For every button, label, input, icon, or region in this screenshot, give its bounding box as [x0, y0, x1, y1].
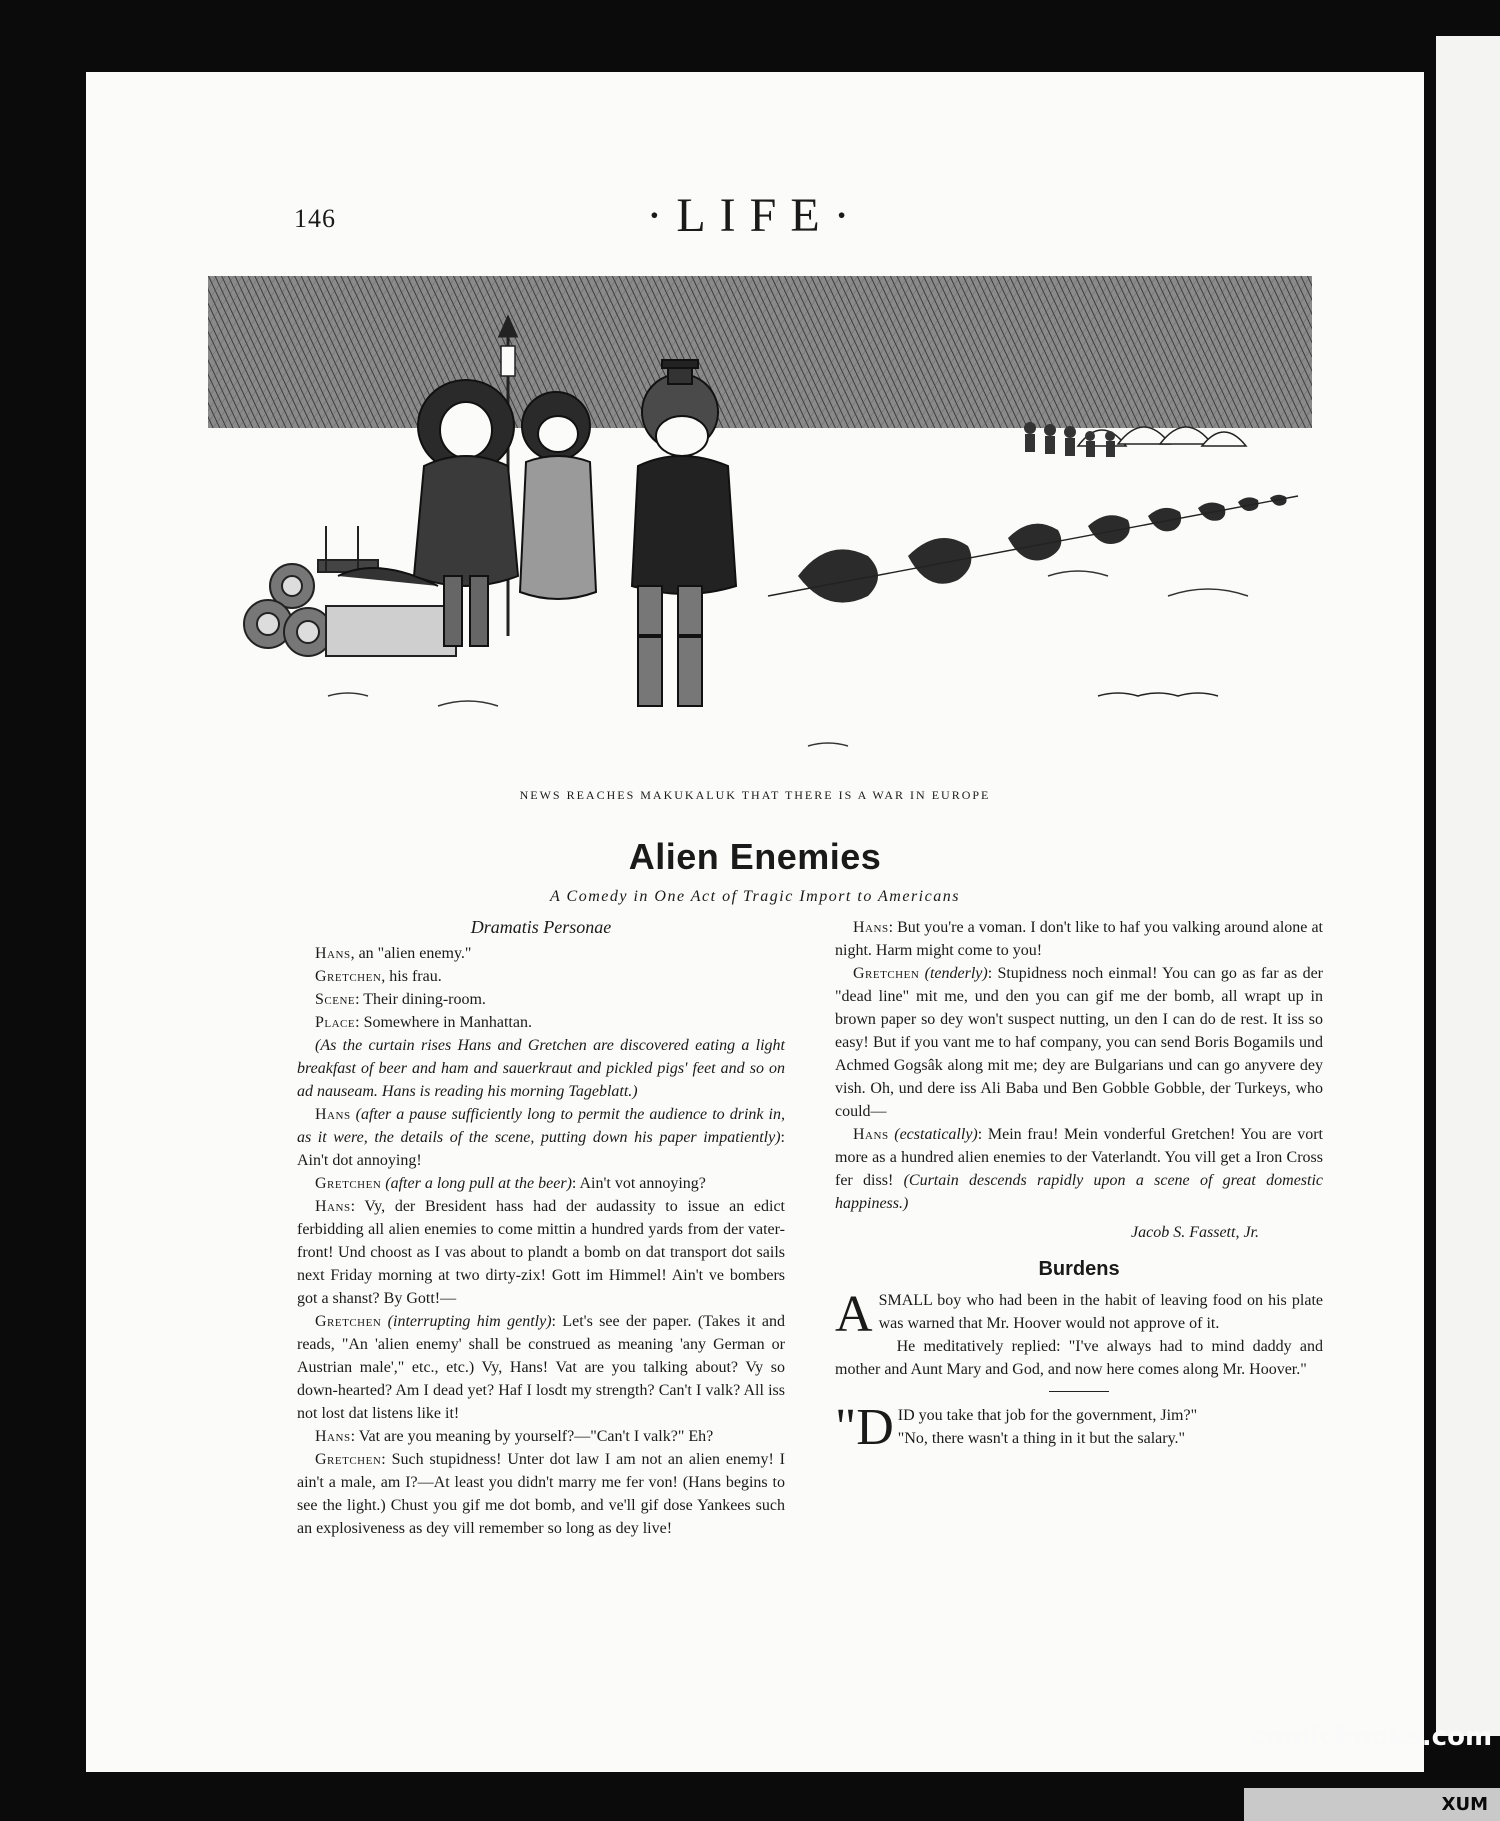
xum-tag: XUM [1244, 1788, 1500, 1821]
cast-list [297, 942, 785, 1034]
dialogue-line-continued: Gretchen: Such stupidness! Unter dot law I am not an alien enemy! I ain't a male, am I?—At least you didn't marry me fer von! (Hans begins to see the light.) Chust you gif me dot bomb, and ve'll gif dose Yankees such an explosiveness as dey vill remember so long as dey live! [297, 1451, 785, 1537]
magazine-page [86, 72, 1424, 1772]
stage-direction-opening: (As the curtain rises Hans and Gretchen are discovered eating a light breakfast of beer and ham and sauerkraut and pickled pigs' feet and so on ad nauseam. Hans is reading his morning Tageblatt.) [297, 1037, 785, 1100]
snow-ground-marks [328, 571, 1248, 746]
dialogue-line: Hans: Vat are you meaning by yourself?—"Can't I valk?" Eh? [315, 1428, 714, 1445]
dog-sled-team [768, 495, 1298, 603]
igloos [1078, 427, 1246, 446]
dialogue-line: Gretchen (tenderly): Stupidness noch einmal! You can go as far as der "dead line" mit me, und den you can gif me der bomb, all wrapt up in brown paper so dey won't suspect nutting, un den I can do de rest. It iss so easy! But if you vant me to haf company, you can send Boris Bogamils und Achmed Gogsâk along mit me; dey are Bulgarians und can go anyvere dey vish. Oh, und dere iss Ali Baba und Ben Gobble Gobble, der Turkeys, who could— [835, 965, 1324, 1120]
article-column-right [835, 916, 1324, 1456]
dialogue-line: Hans (after a pause sufficiently long to permit the audience to drink in, as it were, the details of the scene, putting down his paper impatiently): Ain't dot annoying! [297, 1106, 786, 1169]
article-byline: Jacob S. Fassett, Jr. [1131, 1224, 1259, 1241]
dialogue-line: Hans: Vy, der Bresident hass had der audassity to issue an edict ferbidding all alien enemies to come mittin a hundred yards from der vater-front! Und choost as I vas about to plandt a bomb on dat transport dot sails next Friday morning at two dirty-zix! Gott im Himmel! Ain't ve bombers got a shanst? By Gott!— [297, 1198, 785, 1307]
personae-heading: Dramatis Personae [470, 917, 612, 937]
masthead: ·LIFE· [646, 189, 864, 242]
burdens-title: Burdens [1038, 1258, 1120, 1280]
cast-entry: Place: Somewhere in Manhattan. [315, 1014, 532, 1031]
joke-dropcap: "D [835, 1399, 894, 1456]
next-page-edge [1436, 36, 1500, 1736]
artist-signature [1098, 693, 1218, 696]
dialogue-line: Hans: But you're a voman. I don't like to haf you valking around alone at night. Harm might come to you! [835, 919, 1323, 959]
illustration-caption: NEWS REACHES MAKUKALUK THAT THERE IS A WAR IN EUROPE [519, 788, 991, 802]
burdens-paragraph: ASMALL boy who had been in the habit of leaving food on his plate was warned that Mr. Hoover would not approve of it. [835, 1286, 1323, 1343]
article-column-left [297, 916, 785, 1540]
article-subtitle: A Comedy in One Act of Tragic Import to Americans [550, 888, 960, 905]
dialogue-line: Hans (ecstatically): Mein frau! Mein vonderful Gretchen! You are vort more as a hundred alien enemies to der Vaterlandt. You vill get a Iron Cross fer diss! (Curtain descends rapidly upon a scene of great domestic happiness.) [835, 1126, 1324, 1212]
dialogue-line: Gretchen (interrupting him gently): Let's see der paper. (Takes it and reads, "An 'alien enemy' shall be construed as meaning 'any German or Austrian male'," etc., etc.) Vy, Hans! Vat are you talking about? Vy so down-hearted? Am I dead yet? Haf I losdt my strength? Can't I valk? All iss not lost dat listens like it! [297, 1313, 785, 1422]
cast-entry: Scene: Their dining-room. [315, 991, 486, 1008]
eskimo-figures [414, 360, 736, 706]
article-title: Alien Enemies [628, 836, 882, 877]
joke-paragraph: "DID you take that job for the government, Jim?" "No, there wasn't a thing in it but the salary." [835, 1399, 1198, 1456]
burdens-dropcap: A [835, 1286, 873, 1343]
burdens-paragraph: He meditatively replied: "I've always had to mind daddy and mother and Aunt Mary and God, and now here comes along Mr. Hoover." [835, 1338, 1323, 1378]
page-number: 146 [294, 204, 336, 233]
cast-entry: Gretchen, his frau. [315, 968, 442, 985]
section-divider [1049, 1391, 1109, 1392]
dialogue-line: Gretchen (after a long pull at the beer): Ain't vot annoying? [315, 1175, 706, 1192]
cartoon-illustration [208, 276, 1312, 806]
cast-entry: Hans, an "alien enemy." [315, 945, 472, 962]
site-watermark: comicbooks.com [1250, 1722, 1493, 1752]
